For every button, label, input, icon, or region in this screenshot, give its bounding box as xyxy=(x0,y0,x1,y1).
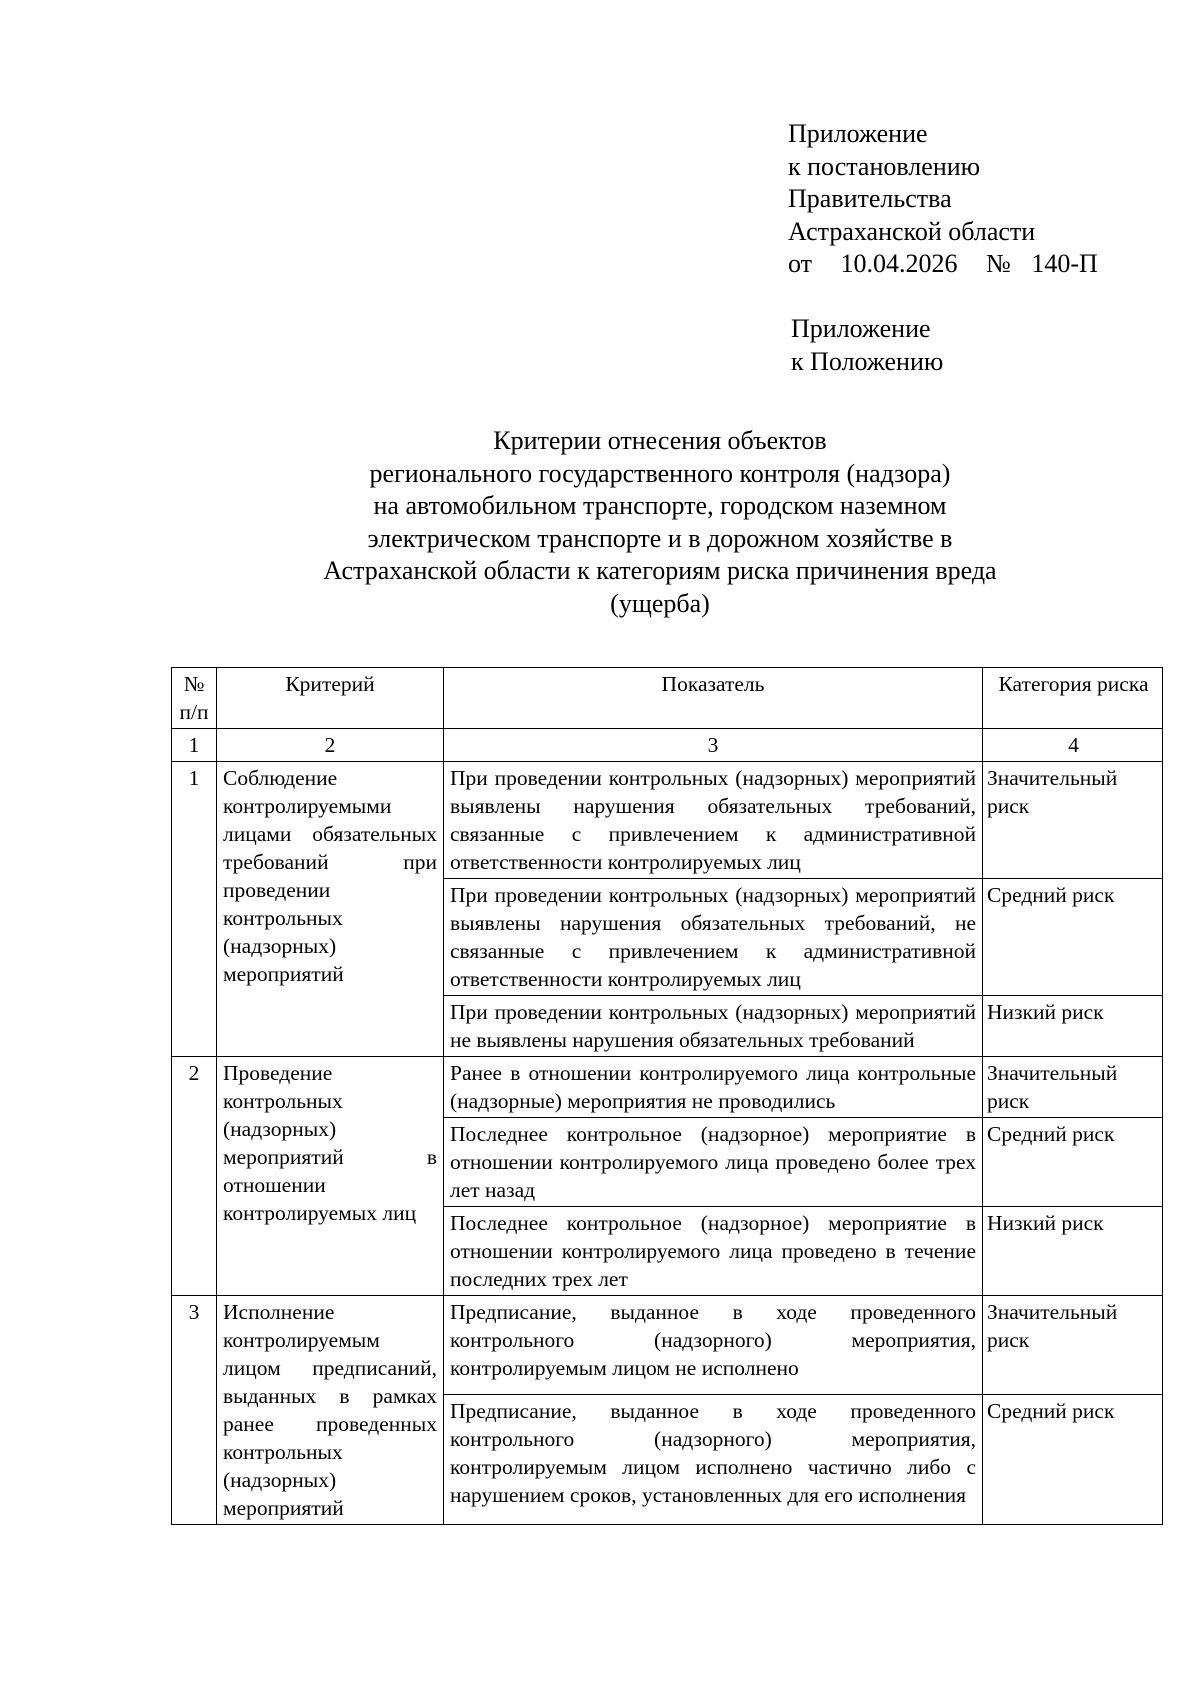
criterion-cell: Исполнение контролируемым лицом предписаний, выданных в рамках ранее проведенных контрольных (надзорных) мероприятий xyxy=(217,1296,444,1525)
indicator-cell: Ранее в отношении контролируемого лица контрольные (надзорные) мероприятия не проводились xyxy=(444,1057,983,1118)
row-number: 1 xyxy=(172,762,217,1057)
table-row xyxy=(172,1057,1163,1118)
risk-cell: Значительный риск xyxy=(983,1057,1163,1118)
risk-cell: Значительный риск xyxy=(983,762,1163,879)
appendix-header-2 xyxy=(791,313,943,378)
row-number: 2 xyxy=(172,1057,217,1296)
column-number: 3 xyxy=(444,729,983,762)
document-title xyxy=(240,425,1080,620)
indicator-cell: Последнее контрольное (надзорное) мероприятие в отношении контролируемого лица проведено в течение последних трех лет xyxy=(444,1207,983,1296)
title-line: Критерии отнесения объектов xyxy=(493,426,827,455)
column-number: 4 xyxy=(983,729,1163,762)
resolution-number: 140-П xyxy=(1031,249,1098,278)
criterion-cell: Проведение контрольных (надзорных) мероприятий в отношении контролируемых лиц xyxy=(217,1057,444,1296)
risk-cell: Значительный риск xyxy=(983,1296,1163,1395)
risk-cell: Средний риск xyxy=(983,879,1163,996)
indicator-cell: Предписание, выданное в ходе проведенного контрольного (надзорного) мероприятия, контролируемым лицом исполнено частично либо с нарушением сроков, установленных для его исполнения xyxy=(444,1394,983,1524)
number-sign: № xyxy=(986,249,1011,278)
resolution-date-number xyxy=(788,248,1098,281)
title-line: Астраханской области к категориям риска причинения вреда xyxy=(323,556,997,585)
header-risk-category: Категория риска xyxy=(983,668,1163,729)
appendix-line: к Положению xyxy=(791,346,944,376)
header-criterion: Критерий xyxy=(217,668,444,729)
risk-cell: Низкий риск xyxy=(983,996,1163,1057)
appendix-line: Приложение xyxy=(791,314,931,343)
indicator-cell: При проведении контрольных (надзорных) мероприятий выявлены нарушения обязательных требований, связанные с привлечением к административной ответственности контролируемых лиц xyxy=(444,762,983,879)
column-number: 2 xyxy=(217,729,444,762)
header-indicator: Показатель xyxy=(444,668,983,729)
appendix-line: Правительства xyxy=(788,184,952,213)
title-line: на автомобильном транспорте, городском наземном xyxy=(373,491,947,520)
column-number: 1 xyxy=(172,729,217,762)
date-prefix: от xyxy=(788,249,813,278)
appendix-line: Приложение xyxy=(788,119,928,148)
title-line: (ущерба) xyxy=(610,588,710,618)
indicator-cell: При проведении контрольных (надзорных) мероприятий не выявлены нарушения обязательных требований xyxy=(444,996,983,1057)
risk-cell: Низкий риск xyxy=(983,1207,1163,1296)
indicator-cell: Последнее контрольное (надзорное) мероприятие в отношении контролируемого лица проведено более трех лет назад xyxy=(444,1118,983,1207)
appendix-header xyxy=(788,118,1098,281)
row-number: 3 xyxy=(172,1296,217,1525)
column-number-row xyxy=(172,729,1163,762)
appendix-line: к постановлению xyxy=(788,151,981,181)
title-line: регионального государственного контроля (надзора) xyxy=(369,458,951,488)
risk-cell: Средний риск xyxy=(983,1394,1163,1524)
indicator-cell: Предписание, выданное в ходе проведенного контрольного (надзорного) мероприятия, контролируемым лицом не исполнено xyxy=(444,1296,983,1395)
table-header-row xyxy=(172,668,1163,729)
title-line: электрическом транспорте и в дорожном хозяйстве в xyxy=(367,523,953,553)
resolution-date: 10.04.2026 xyxy=(840,249,958,278)
criterion-cell: Соблюдение контролируемыми лицами обязательных требований при проведении контрольных (надзорных) мероприятий xyxy=(217,762,444,1057)
header-number: № п/п xyxy=(172,668,217,729)
risk-criteria-table xyxy=(171,667,1163,1525)
risk-cell: Средний риск xyxy=(983,1118,1163,1207)
appendix-line: Астраханской области xyxy=(788,216,1036,246)
table-row xyxy=(172,762,1163,879)
table-row xyxy=(172,1296,1163,1395)
indicator-cell: При проведении контрольных (надзорных) мероприятий выявлены нарушения обязательных требований, не связанные с привлечением к административной ответственности контролируемых лиц xyxy=(444,879,983,996)
